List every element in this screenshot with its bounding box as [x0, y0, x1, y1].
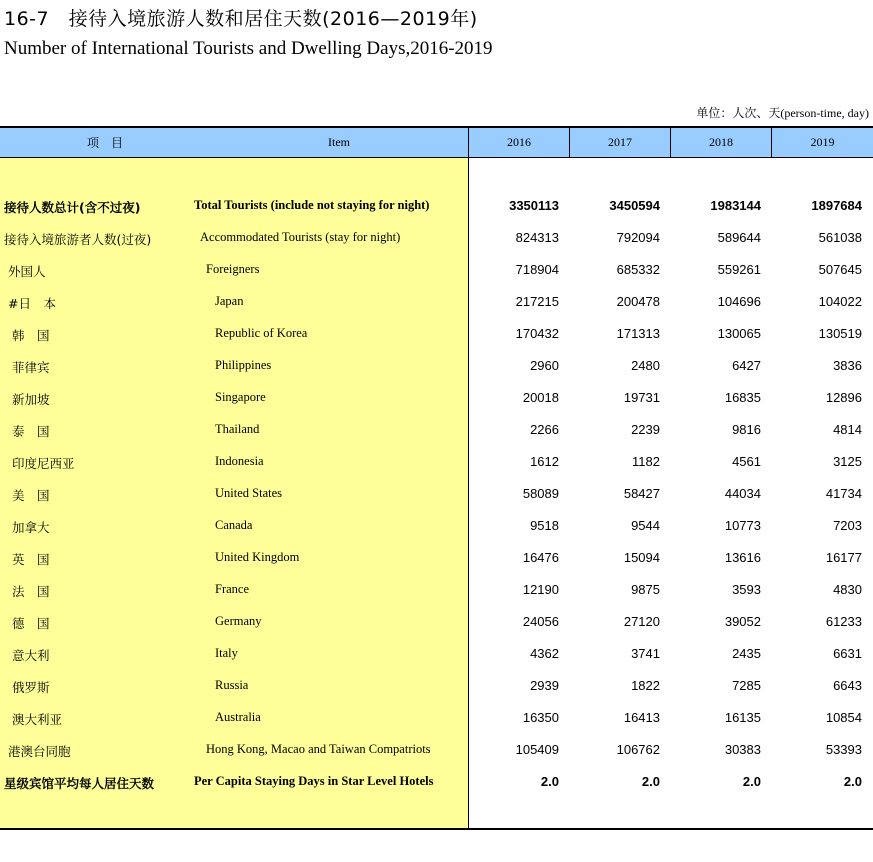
row-label-cn: 韩 国	[4, 328, 50, 343]
table-row	[0, 382, 873, 414]
row-label-cn: 外国人	[4, 264, 46, 279]
cell-2017: 1822	[631, 678, 660, 693]
header-item-en: Item	[210, 128, 468, 157]
cell-2016: 20018	[522, 390, 559, 405]
cell-2016: 16350	[522, 710, 559, 725]
row-label-cn: 星级宾馆平均每人居住天数	[4, 776, 155, 791]
cell-2018: 16135	[724, 710, 761, 725]
table-row	[0, 222, 873, 254]
row-label-en: United States	[215, 486, 283, 500]
row-label-en: Foreigners	[206, 262, 260, 276]
cell-2016: 217215	[515, 294, 559, 309]
row-label-cn: 加拿大	[4, 520, 50, 535]
row-label-cn: 德 国	[4, 616, 50, 631]
cell-2017: 2239	[631, 422, 660, 437]
row-label-en: Accommodated Tourists (stay for night)	[200, 230, 401, 244]
row-label-en: France	[215, 582, 250, 596]
row-label-cn: 法 国	[4, 584, 50, 599]
cell-2019: 104022	[818, 294, 862, 309]
cell-2018: 2.0	[742, 774, 761, 789]
cell-2016: 170432	[515, 326, 559, 341]
cell-2016: 2960	[530, 358, 559, 373]
cell-2019: 3836	[833, 358, 862, 373]
table-row	[0, 702, 873, 734]
row-label-en: Australia	[215, 710, 261, 724]
row-label-en: Philippines	[215, 358, 272, 372]
page-title-cn: 16-7 接待入境旅游人数和居住天数(2016—2019年)	[4, 8, 478, 30]
header-year-2017: 2017	[569, 128, 670, 157]
cell-2017: 685332	[616, 262, 660, 277]
row-label-cn: 澳大利亚	[4, 712, 62, 727]
table-row	[0, 734, 873, 766]
cell-2019: 507645	[818, 262, 862, 277]
row-label-en: Indonesia	[215, 454, 264, 468]
row-label-en: Canada	[215, 518, 253, 532]
cell-2019: 16177	[825, 550, 862, 565]
table-row	[0, 670, 873, 702]
table-row	[0, 286, 873, 318]
cell-2018: 16835	[724, 390, 761, 405]
row-label-en: Russia	[215, 678, 249, 692]
cell-2019: 3125	[833, 454, 862, 469]
table-row	[0, 606, 873, 638]
table-row	[0, 350, 873, 382]
row-label-cn: 新加坡	[4, 392, 50, 407]
table-row	[0, 638, 873, 670]
header-item-cn: 项 目	[0, 128, 210, 157]
cell-2018: 7285	[732, 678, 761, 693]
cell-2016: 58089	[522, 486, 559, 501]
cell-2018: 10773	[724, 518, 761, 533]
cell-2016: 16476	[522, 550, 559, 565]
cell-2018: 104696	[717, 294, 761, 309]
cell-2018: 6427	[732, 358, 761, 373]
cell-2017: 2.0	[641, 774, 660, 789]
cell-2019: 2.0	[843, 774, 862, 789]
row-label-cn: #日 本	[4, 296, 56, 311]
row-label-cn: 泰 国	[4, 424, 50, 439]
table-header	[0, 128, 873, 158]
row-label-cn: 英 国	[4, 552, 50, 567]
cell-2018: 2435	[732, 646, 761, 661]
row-label-en: Italy	[215, 646, 238, 660]
row-label-cn: 印度尼西亚	[4, 456, 75, 471]
row-label-en: Republic of Korea	[215, 326, 308, 340]
row-label-en: Japan	[215, 294, 244, 308]
row-label-cn: 接待人数总计(含不过夜)	[4, 200, 141, 215]
cell-2019: 10854	[825, 710, 862, 725]
cell-2017: 1182	[632, 454, 660, 469]
row-label-cn: 接待入境旅游者人数(过夜)	[4, 232, 152, 247]
row-label-cn: 意大利	[4, 648, 50, 663]
row-label-en: United Kingdom	[215, 550, 300, 564]
row-label-en: Per Capita Staying Days in Star Level Hotels	[194, 774, 434, 788]
cell-2016: 2266	[530, 422, 559, 437]
cell-2017: 792094	[616, 230, 660, 245]
cell-2017: 3450594	[609, 198, 660, 213]
cell-2017: 58427	[623, 486, 660, 501]
row-label-en: Hong Kong, Macao and Taiwan Compatriots	[206, 742, 431, 756]
unit-note: 单位：人次、天(person-time, day)	[696, 106, 869, 120]
cell-2016: 105409	[515, 742, 559, 757]
cell-2018: 44034	[724, 486, 761, 501]
row-label-en: Germany	[215, 614, 262, 628]
table-row	[0, 478, 873, 510]
table-row	[0, 542, 873, 574]
cell-2016: 24056	[522, 614, 559, 629]
page-title-en: Number of International Tourists and Dwelling Days,2016-2019	[4, 38, 493, 59]
table-row	[0, 766, 873, 798]
bottom-rule	[0, 828, 873, 830]
cell-2017: 16413	[623, 710, 660, 725]
cell-2019: 61233	[825, 614, 862, 629]
table-row	[0, 574, 873, 606]
cell-2018: 30383	[724, 742, 761, 757]
cell-2019: 1897684	[811, 198, 862, 213]
row-label-en: Singapore	[215, 390, 266, 404]
cell-2017: 200478	[616, 294, 660, 309]
cell-2016: 1612	[530, 454, 559, 469]
table-row	[0, 190, 873, 222]
cell-2017: 15094	[623, 550, 660, 565]
cell-2017: 2480	[631, 358, 660, 373]
cell-2019: 6643	[833, 678, 862, 693]
table-row	[0, 510, 873, 542]
cell-2019: 4830	[833, 582, 862, 597]
header-year-2019: 2019	[771, 128, 873, 157]
cell-2019: 41734	[825, 486, 862, 501]
row-label-en: Total Tourists (include not staying for night)	[194, 198, 430, 212]
cell-2016: 824313	[515, 230, 559, 245]
cell-2017: 27120	[623, 614, 660, 629]
row-label-cn: 美 国	[4, 488, 50, 503]
cell-2018: 9816	[732, 422, 761, 437]
cell-2018: 39052	[724, 614, 761, 629]
cell-2017: 9875	[631, 582, 660, 597]
cell-2019: 6631	[833, 646, 862, 661]
cell-2017: 9544	[631, 518, 660, 533]
cell-2016: 3350113	[509, 198, 559, 213]
cell-2018: 589644	[717, 230, 761, 245]
cell-2018: 13616	[724, 550, 761, 565]
cell-2018: 559261	[717, 262, 761, 277]
table-body	[0, 190, 873, 798]
cell-2016: 9518	[530, 518, 559, 533]
table-row	[0, 318, 873, 350]
cell-2016: 4362	[530, 646, 559, 661]
cell-2019: 130519	[818, 326, 862, 341]
row-label-en: Thailand	[215, 422, 260, 436]
header-year-2016: 2016	[468, 128, 569, 157]
row-label-cn: 俄罗斯	[4, 680, 50, 695]
cell-2019: 12896	[825, 390, 862, 405]
cell-2017: 171313	[616, 326, 660, 341]
cell-2017: 3741	[631, 646, 660, 661]
cell-2019: 4814	[833, 422, 862, 437]
cell-2018: 3593	[732, 582, 761, 597]
table-row	[0, 414, 873, 446]
cell-2016: 718904	[515, 262, 559, 277]
cell-2017: 106762	[616, 742, 660, 757]
cell-2016: 12190	[522, 582, 559, 597]
cell-2017: 19731	[623, 390, 660, 405]
cell-2019: 53393	[825, 742, 862, 757]
cell-2016: 2939	[530, 678, 559, 693]
table-row	[0, 254, 873, 286]
cell-2018: 130065	[717, 326, 761, 341]
row-label-cn: 港澳台同胞	[4, 744, 71, 759]
cell-2016: 2.0	[540, 774, 559, 789]
cell-2018: 1983144	[710, 198, 761, 213]
table-row	[0, 446, 873, 478]
cell-2019: 7203	[833, 518, 862, 533]
cell-2019: 561038	[818, 230, 862, 245]
row-label-cn: 菲律宾	[4, 360, 50, 375]
header-year-2018: 2018	[670, 128, 771, 157]
cell-2018: 4561	[732, 454, 761, 469]
